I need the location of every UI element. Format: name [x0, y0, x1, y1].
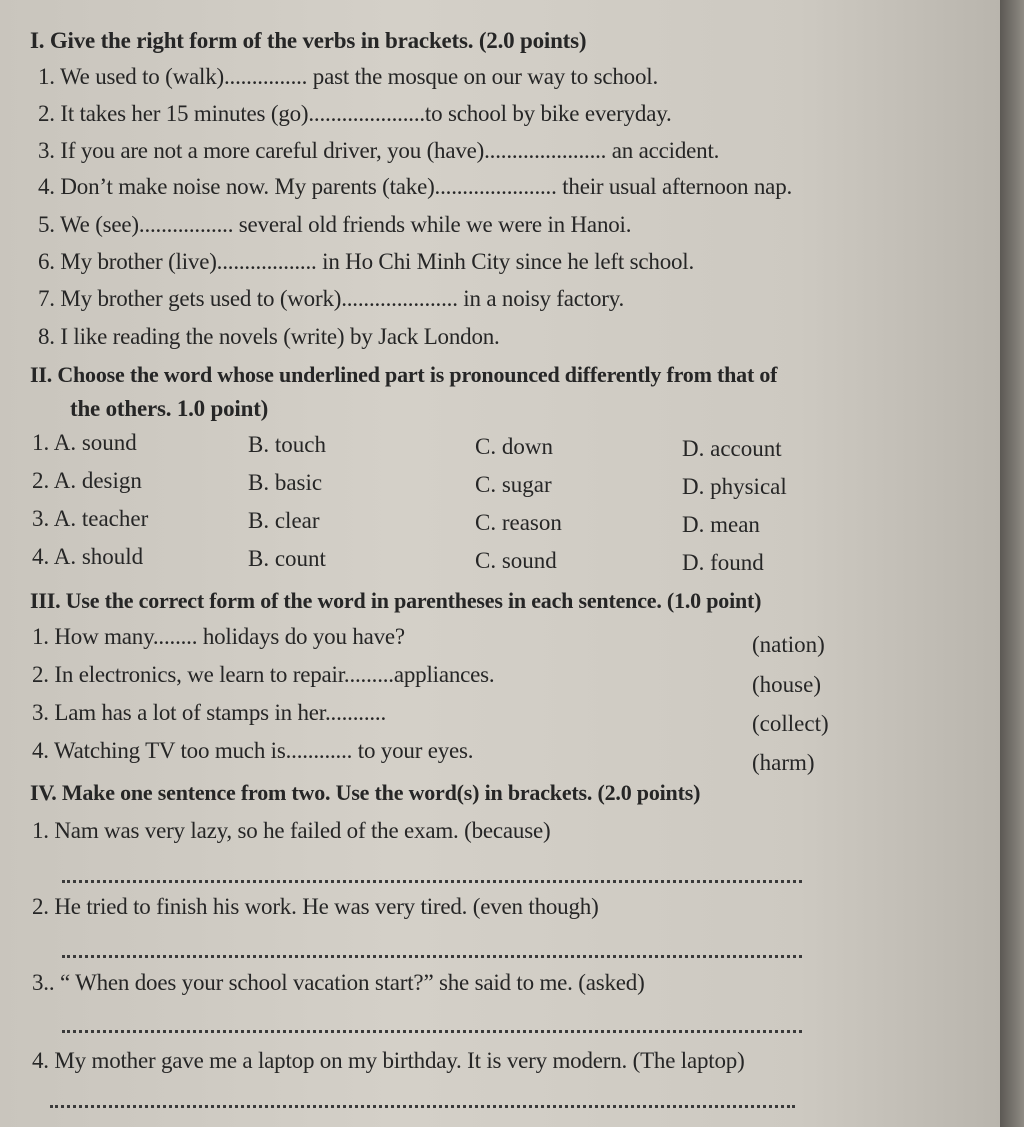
- answer-line-1: [62, 880, 802, 883]
- option-4c: C. sound: [475, 548, 557, 573]
- option-2c: C. sugar: [475, 472, 552, 497]
- section-4-title: IV. Make one sentence from two. Use the word(s) in brackets. (2.0 points): [30, 780, 701, 805]
- section-4-item-2: 2. He tried to finish his work. He was very tired. (even though): [32, 894, 599, 919]
- option-3a: 3. A. teacher: [32, 506, 149, 531]
- page-edge-shadow: [1000, 0, 1024, 1127]
- section-3-item-4: 4. Watching TV too much is............ to your eyes.: [32, 738, 474, 763]
- section-1-item-6: 6. My brother (live).................. in Ho Chi Minh City since he left school.: [38, 249, 695, 274]
- section-3-hint-2: (house): [752, 672, 821, 697]
- section-1-item-7: 7. My brother gets used to (work)..................... in a noisy factory.: [38, 286, 625, 311]
- option-3b: B. clear: [248, 508, 320, 533]
- section-3-hint-1: (nation): [752, 632, 825, 657]
- section-3-hint-4: (harm): [752, 750, 815, 775]
- option-2d: D. physical: [682, 474, 787, 499]
- option-1a: 1. A. sound: [32, 430, 137, 455]
- section-1-item-5: 5. We (see)................. several old friends while we were in Hanoi.: [38, 212, 632, 237]
- section-3-item-3: 3. Lam has a lot of stamps in her...........: [32, 700, 387, 725]
- option-1d: D. account: [682, 436, 782, 461]
- option-1c: C. down: [475, 434, 553, 459]
- option-4d: D. found: [682, 550, 764, 575]
- option-4a: 4. A. should: [32, 544, 144, 569]
- section-4-item-1: 1. Nam was very lazy, so he failed of the exam. (because): [32, 818, 551, 843]
- section-1-item-3: 3. If you are not a more careful driver, you (have)...................... an accident.: [38, 138, 720, 163]
- section-4-item-3: 3.. “ When does your school vacation start?” she said to me. (asked): [32, 970, 645, 995]
- section-3-item-2: 2. In electronics, we learn to repair.........appliances.: [32, 662, 495, 687]
- section-3-item-1: 1. How many........ holidays do you have?: [32, 624, 405, 649]
- option-2b: B. basic: [248, 470, 323, 495]
- option-3d: D. mean: [682, 512, 760, 537]
- section-2-title-line-1: II. Choose the word whose underlined part is pronounced differently from that of: [30, 362, 778, 387]
- section-4-item-4: 4. My mother gave me a laptop on my birthday. It is very modern. (The laptop): [32, 1048, 745, 1073]
- section-1-item-8: 8. I like reading the novels (write) by Jack London.: [38, 324, 500, 349]
- option-2a: 2. A. design: [32, 468, 142, 493]
- answer-line-3: [62, 1030, 802, 1033]
- answer-line-4: [50, 1105, 795, 1108]
- section-1-title: I. Give the right form of the verbs in brackets. (2.0 points): [30, 28, 587, 53]
- section-1-item-2: 2. It takes her 15 minutes (go).....................to school by bike everyday.: [38, 101, 672, 126]
- option-1b: B. touch: [248, 432, 326, 457]
- section-1-item-1: 1. We used to (walk)............... past the mosque on our way to school.: [38, 64, 659, 89]
- option-3c: C. reason: [475, 510, 562, 535]
- section-1-item-4: 4. Don’t make noise now. My parents (take)...................... their usual afternoon nap.: [38, 174, 793, 199]
- option-4b: B. count: [248, 546, 326, 571]
- answer-line-2: [62, 955, 802, 958]
- section-2-title-line-2: the others. 1.0 point): [70, 396, 269, 421]
- section-3-title: III. Use the correct form of the word in parentheses in each sentence. (1.0 point): [30, 588, 762, 613]
- section-3-hint-3: (collect): [752, 711, 829, 736]
